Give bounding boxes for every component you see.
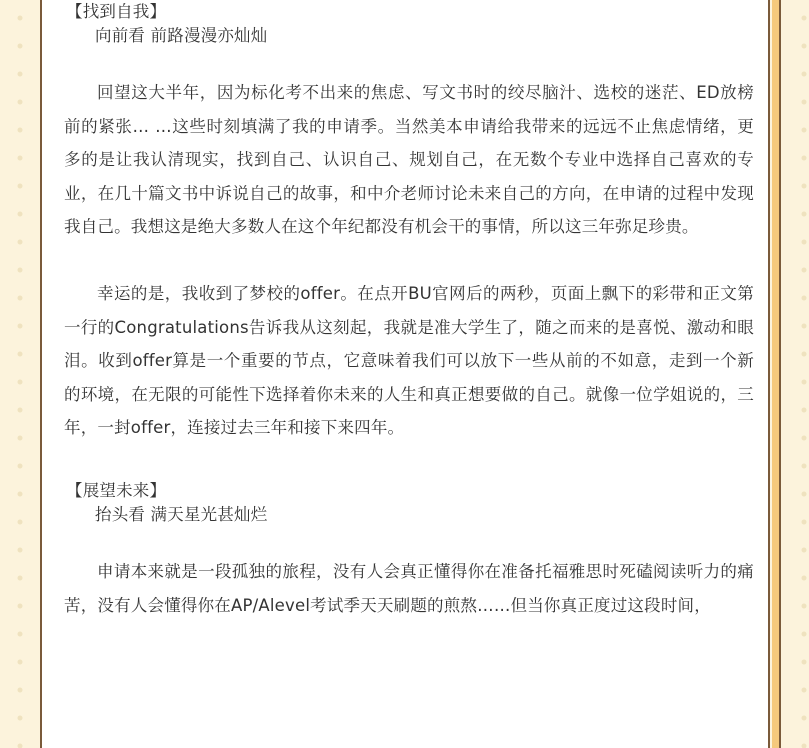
article-body [64,0,754,622]
section-subheading-find-self: 向前看 前路漫漫亦灿灿 [95,26,268,45]
section-subheading-future: 抬头看 满天星光甚灿烂 [95,504,268,524]
paragraph-look-back: 回望这大半年，因为标化考不出来的焦虑、写文书时的绞尽脑汁、选校的迷茫、ED放榜前的紧张… …这些时刻填满了我的申请季。当然美本申请给我带来的远远不止焦虑情绪，更多的是让我认清现实，找到自己、认识自己、规划自己，在无数个专业中选择自己喜欢的专业，在几十篇文书中诉说自己的故事，和中介老师讨论未来自己的方向，在申请的过程中发现我自己。我想这是绝大多数人在这个年纪都没有机会干的事情，所以这三年弥足珍贵。 [64,83,754,237]
section-heading-future: 【展望未来】 [66,480,167,500]
card-edge-accent [772,0,781,748]
paragraph-journey: 申请本来就是一段孤独的旅程，没有人会真正懂得你在准备托福雅思时死磕阅读听力的痛苦，没有人会懂得你在AP/Alevel考试季天天刷题的煎熬……但当你真正度过这段时间， [64,561,754,615]
section-heading-find-self: 【找到自我】 [66,2,167,21]
paragraph-offer: 幸运的是，我收到了梦校的offer。在点开BU官网后的两秒，页面上飘下的彩带和正文第一行的Congratulations告诉我从这刻起，我就是准大学生了，随之而来的是喜悦、激动和眼泪。收到offer算是一个重要的节点，它意味着我们可以放下一些从前的不如意，走到一个新的环境，在无限的可能性下选择着你未来的人生和真正想要做的自己。就像一位学姐说的，三年，一封offer，连接过去三年和接下来四年。 [64,283,754,438]
